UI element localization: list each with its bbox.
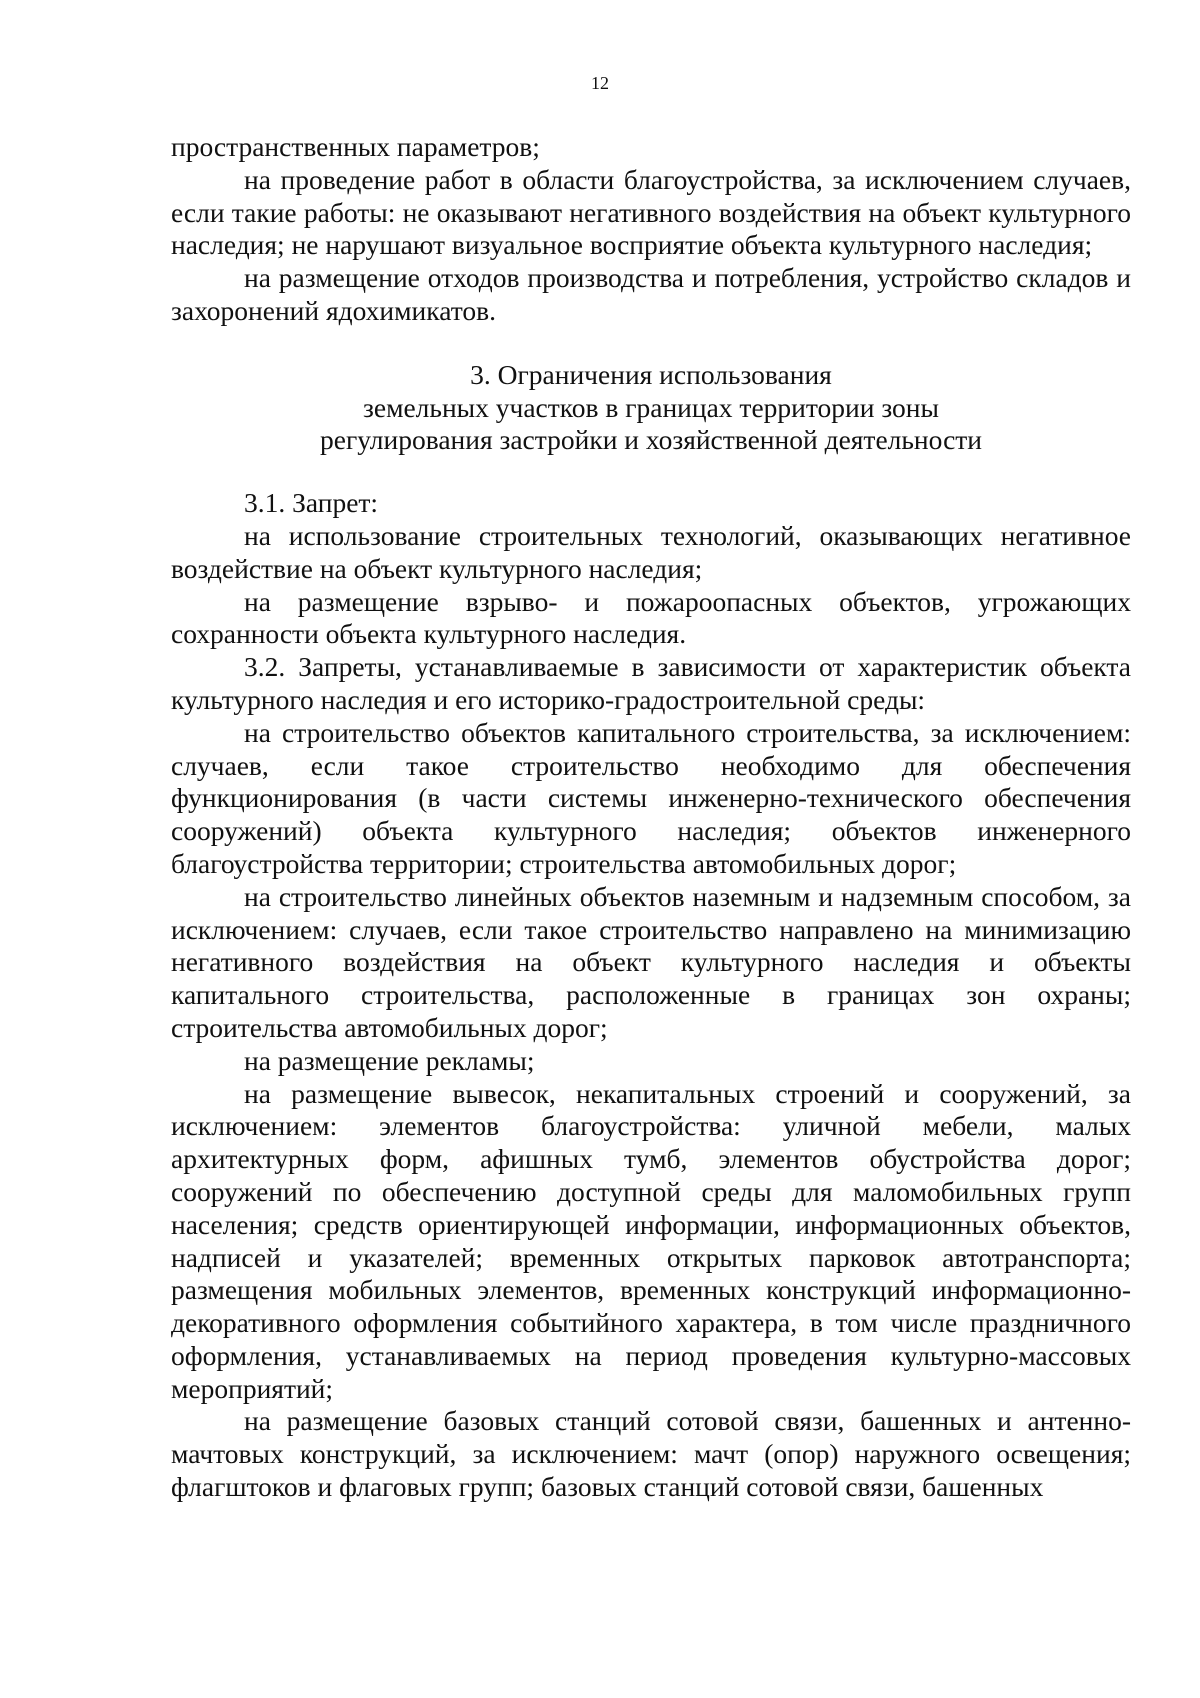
- paragraph-construction-tech-ban: на использование строительных технологий, оказывающих негативное воздействие на объект культурного наследия;: [171, 519, 1131, 584]
- paragraph-signage-ban: на размещение вывесок, некапитальных строений и сооружений, за исключением: элементов благоустройства: уличной мебели, малых архитектурных форм, афишных тумб, элементов обустройства дорог; сооружений по обеспечению доступной среды для маломобильных групп населения; средств ориентирующей информации, информационных объектов, надписей и указателей; временных открытых парковок автотранспорта; размещения мобильных элементов, временных конструкций информационно-декоративного оформления событийного характера, в том числе праздничного оформления, устанавливаемых на период проведения культурно-массовых мероприятий;: [171, 1077, 1131, 1404]
- section-heading-line-2: земельных участков в границах территории зоны: [363, 391, 939, 423]
- page-number: 12: [591, 73, 609, 93]
- paragraph-continuation: пространственных параметров;: [171, 131, 540, 162]
- paragraph-advertising-ban: на размещение рекламы;: [244, 1044, 535, 1076]
- section-heading-line-1: 3. Ограничения использования: [470, 358, 832, 390]
- paragraph-explosive-objects-ban: на размещение взрыво- и пожароопасных объектов, угрожающих сохранности объекта культурного наследия.: [171, 585, 1131, 650]
- section-heading: [171, 328, 1131, 487]
- section-heading-line-3: регулирования застройки и хозяйственной деятельности: [319, 424, 983, 456]
- paragraph-capital-construction-ban: на строительство объектов капитального строительства, за исключением: случаев, если такое строительство необходимо для обеспечения функционирования (в части системы инженерно-технического обеспечения сооружений) объекта культурного наследия; объектов инженерного благоустройства территории; строительства автомобильных дорог;: [171, 716, 1131, 879]
- clause-3-1-title: 3.1. Запрет:: [244, 487, 379, 519]
- clause-3-2-title: 3.2. Запреты, устанавливаемые в зависимости от характеристик объекта культурного наследия и его историко-градостроительной среды:: [171, 651, 1131, 715]
- paragraph-cell-stations-ban: на размещение базовых станций сотовой связи, башенных и антенно-мачтовых конструкций, за исключением: мачт (опор) наружного освещения; флагштоков и флаговых групп; базовых станций сотовой связи, башенных: [171, 1405, 1131, 1503]
- paragraph-linear-objects-ban: на строительство линейных объектов наземным и надземным способом, за исключением: случаев, если такое строительство направлено на минимизацию негативного воздействия на объект культурного наследия и объекты капитального строительства, расположенные в границах зон охраны; строительства автомобильных дорог;: [171, 880, 1131, 1043]
- paragraph-landscaping-ban: на проведение работ в области благоустройства, за исключением случаев, если такие работы: не оказывают негативного воздействия на объект культурного наследия; не нарушают визуальное восприятие объекта культурного наследия;: [171, 163, 1131, 261]
- document-body: [171, 131, 1131, 1504]
- paragraph-waste-ban: на размещение отходов производства и потребления, устройство складов и захоронений ядохимикатов.: [171, 262, 1131, 326]
